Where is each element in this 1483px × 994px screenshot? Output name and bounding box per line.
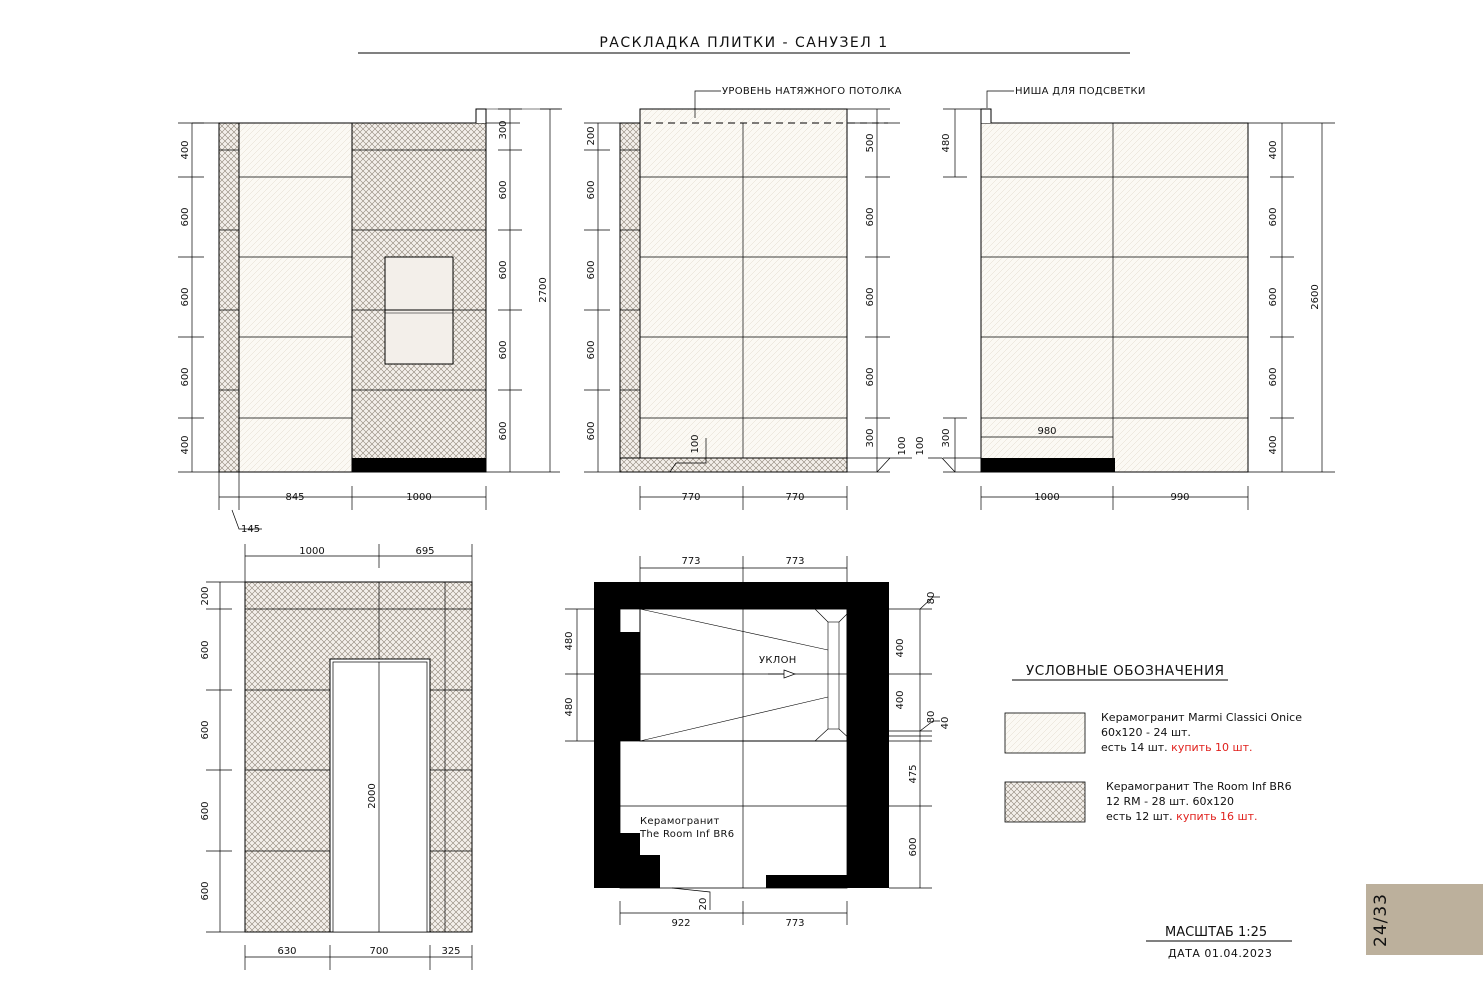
dim-text: 600: [865, 207, 876, 227]
dim-text: 600: [498, 421, 509, 441]
dim-text: 80: [926, 710, 937, 724]
dim-text: 600: [180, 207, 191, 227]
dim-text: 80: [926, 591, 937, 605]
scale-label: МАСШТАБ 1:25: [1165, 925, 1268, 940]
dim-text: 600: [498, 340, 509, 360]
legend-title: УСЛОВНЫЕ ОБОЗНАЧЕНИЯ: [1026, 663, 1225, 679]
elevation-4: [245, 582, 472, 932]
dim-text: 480: [564, 697, 575, 717]
dim-text: 20: [698, 897, 709, 911]
legend-item-1-line-2: 60x120 - 24 шт.: [1101, 726, 1191, 739]
dim-text: 770: [785, 492, 805, 503]
dim-total: 2700: [538, 277, 549, 303]
slope-label: УКЛОН: [759, 655, 797, 666]
sheet-title: РАСКЛАДКА ПЛИТКИ - САНУЗЕЛ 1: [599, 35, 889, 51]
dim-text: 400: [180, 435, 191, 455]
door-height: 2000: [367, 783, 378, 809]
plan-label-1: Керамогранит: [640, 816, 720, 827]
dim-text: 922: [671, 918, 691, 929]
dim-text: 1000: [1034, 492, 1060, 503]
legend-item-2-buy: купить 16 шт.: [1176, 810, 1258, 823]
dim-text: 630: [277, 946, 297, 957]
legend-swatch-crosshatch: [1005, 782, 1085, 822]
dim-text: 700: [369, 946, 389, 957]
dim-text: 600: [586, 421, 597, 441]
legend-item-1-have: есть 14 шт.: [1101, 741, 1168, 754]
dim-text: 600: [586, 180, 597, 200]
plan-label-2: The Room Inf BR6: [640, 829, 735, 840]
legend-item-2-line-1: Керамогранит The Room Inf BR6: [1106, 780, 1292, 793]
legend: [1005, 663, 1302, 823]
dim-text: 990: [1170, 492, 1190, 503]
dim-text: 400: [895, 690, 906, 710]
niche-note: НИША ДЛЯ ПОДСВЕТКИ: [1015, 86, 1146, 97]
dim-text: 600: [200, 801, 211, 821]
dim-text: 1000: [406, 492, 432, 503]
dim-text: 475: [908, 764, 919, 784]
dim-text: 300: [498, 120, 509, 140]
dim-text: 600: [498, 260, 509, 280]
dim-text: 695: [415, 546, 435, 557]
dim-total: 2600: [1310, 284, 1321, 310]
dim-text: 300: [865, 428, 876, 448]
dim-text: 600: [1268, 287, 1279, 307]
dim-text: 100: [897, 436, 908, 456]
dim-text: 600: [180, 367, 191, 387]
dim-text: 773: [681, 556, 701, 567]
floor-strip-3: [981, 458, 1115, 472]
dim-text: 980: [1037, 426, 1057, 437]
legend-item-2-have: есть 12 шт.: [1106, 810, 1173, 823]
dim-text: 500: [865, 133, 876, 153]
dim-text: 145: [241, 524, 261, 535]
legend-item-2-line-2: 12 RM - 28 шт. 60x120: [1106, 795, 1235, 808]
dim-text: 100: [690, 434, 701, 454]
dim-text: 400: [895, 638, 906, 658]
dim-text: 600: [865, 367, 876, 387]
date-label: ДАТА 01.04.2023: [1168, 947, 1273, 960]
page-number-text: 24/33: [1371, 892, 1391, 947]
legend-item-1-buy: купить 10 шт.: [1171, 741, 1253, 754]
dim-text: 600: [908, 837, 919, 857]
dim-text: 773: [785, 918, 805, 929]
dim-text: 400: [1268, 140, 1279, 160]
legend-swatch-marble: [1005, 713, 1085, 753]
dim-text: 600: [200, 640, 211, 660]
legend-item-1-line-1: Керамогранит Marmi Classici Onice: [1101, 711, 1303, 724]
elevation-1: [192, 109, 560, 472]
dim-text: 600: [498, 180, 509, 200]
dim-text: 400: [1268, 435, 1279, 455]
dim-text: 600: [1268, 367, 1279, 387]
dim-text: 600: [586, 260, 597, 280]
dim-text: 100: [915, 436, 926, 456]
dim-text: 600: [200, 881, 211, 901]
dim-text: 325: [441, 946, 461, 957]
dim-text: 400: [180, 140, 191, 160]
dim-text: 600: [180, 287, 191, 307]
dim-text: 845: [285, 492, 305, 503]
floor-plan: [594, 582, 889, 888]
dim-text: 600: [200, 720, 211, 740]
dim-text: 1000: [299, 546, 325, 557]
page-number: [1366, 884, 1396, 955]
dim-text: 480: [564, 631, 575, 651]
dim-text: 600: [586, 340, 597, 360]
legend-item-2-stock: [1106, 810, 1258, 823]
dim-text: 600: [865, 287, 876, 307]
floor-strip: [352, 458, 486, 472]
dim-text: 300: [941, 428, 952, 448]
dim-text: 773: [785, 556, 805, 567]
dim-text: 770: [681, 492, 701, 503]
dim-text: 40: [940, 716, 951, 730]
elevation-2: [620, 91, 900, 472]
dim-text: 200: [200, 586, 211, 606]
dim-text: 600: [1268, 207, 1279, 227]
legend-item-1-stock: [1101, 741, 1253, 754]
dim-text: 480: [941, 133, 952, 153]
ceiling-level-note: УРОВЕНЬ НАТЯЖНОГО ПОТОЛКА: [722, 86, 902, 97]
dim-text: 200: [586, 126, 597, 146]
